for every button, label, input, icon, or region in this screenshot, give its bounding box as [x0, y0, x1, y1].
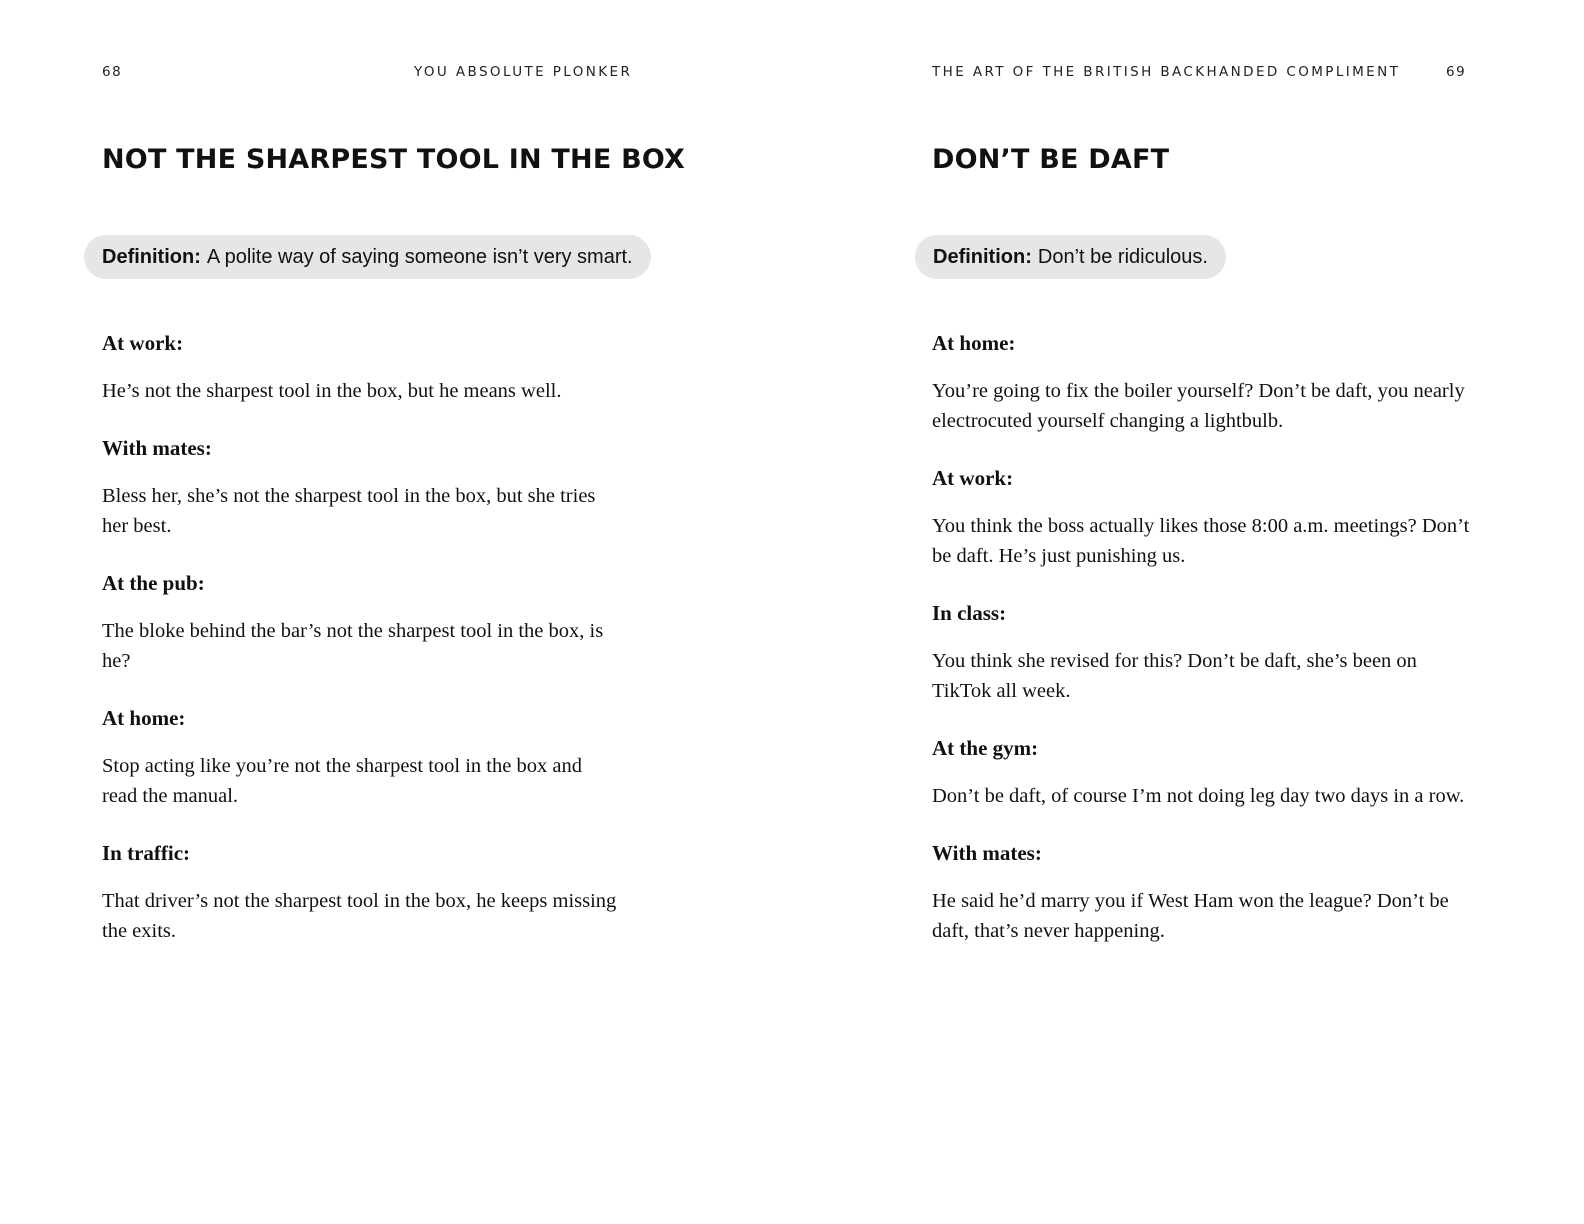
definition-label: Definition:	[933, 245, 1032, 268]
page-number: 69	[1446, 64, 1467, 80]
page-number: 68	[102, 64, 123, 80]
entry-text: You think the boss actually likes those 8:00 a.m. meetings? Don’t be daft. He’s just punishing us.	[932, 515, 1470, 567]
entry-heading: At the pub:	[102, 571, 205, 595]
entry-heading: With mates:	[102, 436, 212, 460]
chapter-title: DON’T BE DAFT	[932, 144, 1170, 175]
example-list	[102, 328, 622, 946]
entry-text: Don’t be daft, of course I’m not doing leg day two days in a row.	[932, 785, 1465, 807]
entry-text: Stop acting like you’re not the sharpest tool in the box and read the manual.	[102, 755, 582, 807]
example-list	[932, 328, 1477, 946]
right-page	[792, 0, 1584, 1224]
example-entry	[932, 463, 1477, 571]
example-entry	[932, 733, 1477, 811]
example-entry	[102, 838, 622, 946]
entry-heading: At the gym:	[932, 736, 1039, 760]
example-entry	[932, 838, 1477, 946]
example-entry	[932, 598, 1477, 706]
example-entry	[932, 328, 1477, 436]
entry-heading: At home:	[102, 706, 186, 730]
entry-heading: At work:	[102, 331, 184, 355]
entry-text: Bless her, she’s not the sharpest tool in the box, but she tries her best.	[102, 485, 596, 537]
definition-text: A polite way of saying someone isn’t very smart.	[206, 245, 633, 268]
entry-text: The bloke behind the bar’s not the sharpest tool in the box, is he?	[102, 620, 604, 672]
entry-text: He’s not the sharpest tool in the box, but he means well.	[102, 380, 562, 402]
running-head: THE ART OF THE BRITISH BACKHANDED COMPLIMENT	[932, 64, 1401, 80]
entry-heading: At home:	[932, 331, 1016, 355]
entry-text: That driver’s not the sharpest tool in the box, he keeps missing the exits.	[102, 890, 617, 942]
entry-heading: With mates:	[932, 841, 1042, 865]
chapter-title: NOT THE SHARPEST TOOL IN THE BOX	[102, 144, 686, 175]
entry-text: You’re going to fix the boiler yourself? Don’t be daft, you nearly electrocuted yourself changing a lightbulb.	[932, 380, 1465, 432]
example-entry	[102, 568, 622, 676]
entry-heading: At work:	[932, 466, 1014, 490]
entry-text: He said he’d marry you if West Ham won the league? Don’t be daft, that’s never happening.	[932, 890, 1449, 942]
definition-box	[84, 235, 651, 279]
example-entry	[102, 433, 622, 541]
running-head: YOU ABSOLUTE PLONKER	[414, 64, 633, 80]
definition-label: Definition:	[102, 245, 201, 268]
entry-heading: In class:	[932, 601, 1007, 625]
definition-text: Don’t be ridiculous.	[1037, 245, 1208, 268]
entry-text: You think she revised for this? Don’t be daft, she’s been on TikTok all week.	[932, 650, 1417, 702]
example-entry	[102, 328, 622, 406]
definition-box	[915, 235, 1226, 279]
example-entry	[102, 703, 622, 811]
entry-heading: In traffic:	[102, 841, 191, 865]
